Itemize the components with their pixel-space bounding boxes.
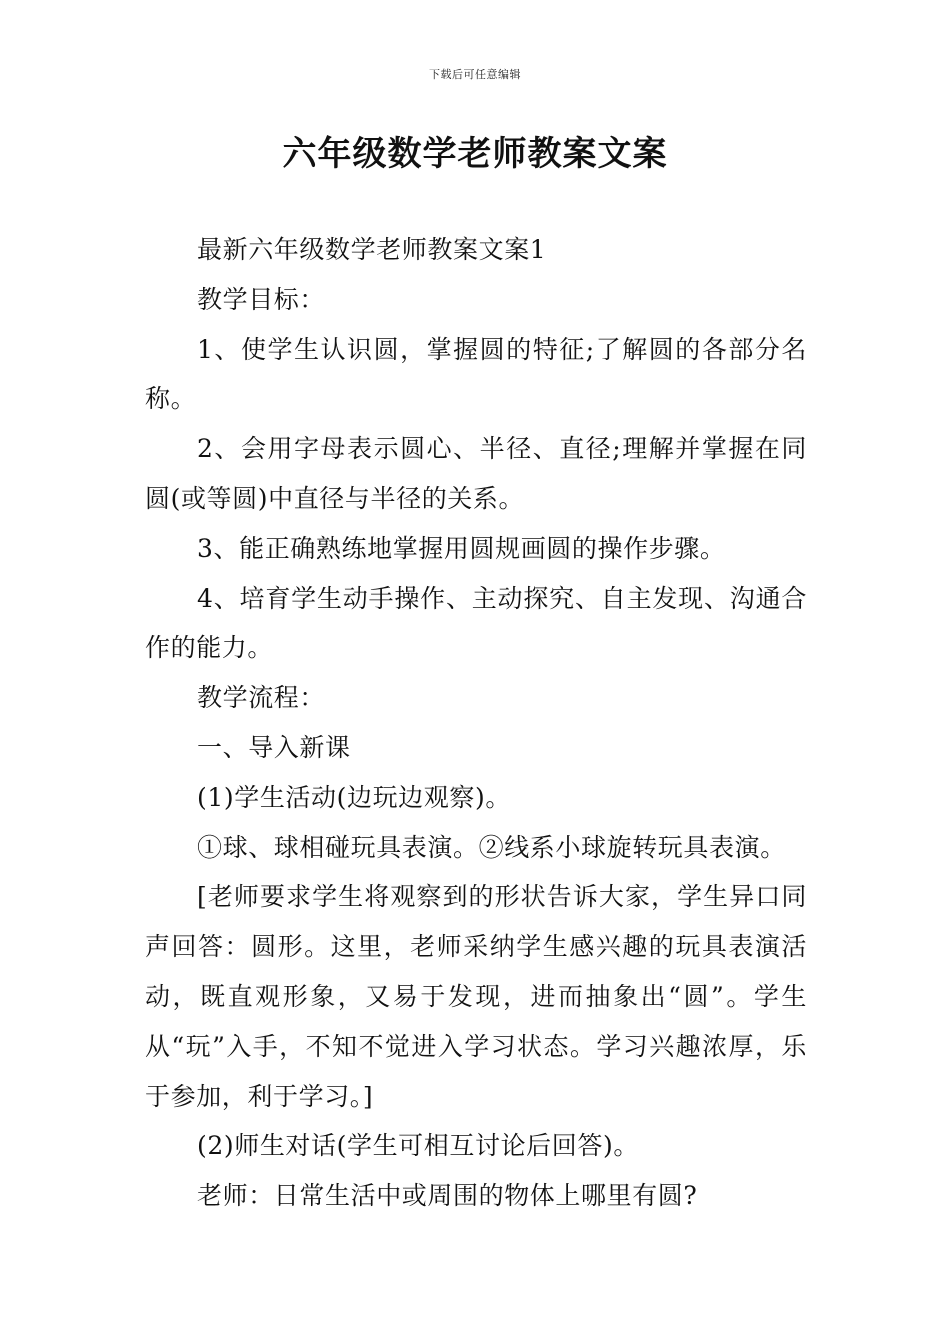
process-paragraph: (2)师生对话(学生可相互讨论后回答)。 bbox=[197, 1131, 639, 1161]
teacher-note-paragraph: [老师要求学生将观察到的形状告诉大家，学生异口同声回答：圆形。这里，老师采纳学生感兴趣的玩具表演活动，既直观形象，又易于发现，进而抽象出“圆”。学生从“玩”入手，不知不觉进入学习状态。学习兴趣浓厚，乐于参加，利于学习。] bbox=[145, 882, 807, 1111]
document-title: 六年级数学老师教案文案 bbox=[282, 134, 668, 174]
section-heading-objectives: 教学目标： bbox=[197, 284, 326, 314]
objective-item-4: 4、培育学生动手操作、主动探究、自主发现、沟通合作的能力。 bbox=[145, 583, 807, 663]
objective-item-1: 1、使学生认识圆，掌握圆的特征;了解圆的各部分名称。 bbox=[145, 334, 807, 414]
objective-item-3: 3、能正确熟练地掌握用圆规画圆的操作步骤。 bbox=[197, 533, 726, 563]
process-paragraph: ①球、球相碰玩具表演。②线系小球旋转玩具表演。 bbox=[197, 832, 786, 862]
document-body bbox=[145, 225, 807, 1221]
dialogue-paragraph: 老师：日常生活中或周围的物体上哪里有圆? bbox=[197, 1181, 698, 1211]
section-heading-process: 教学流程： bbox=[197, 683, 326, 713]
header-note: 下载后可任意编辑 bbox=[429, 68, 521, 81]
process-paragraph: (1)学生活动(边玩边观察)。 bbox=[197, 782, 511, 812]
subtitle-paragraph: 最新六年级数学老师教案文案1 bbox=[197, 235, 547, 264]
objective-item-2: 2、会用字母表示圆心、半径、直径;理解并掌握在同圆(或等圆)中直径与半径的关系。 bbox=[145, 434, 807, 513]
process-step-heading: 一、导入新课 bbox=[197, 732, 351, 762]
